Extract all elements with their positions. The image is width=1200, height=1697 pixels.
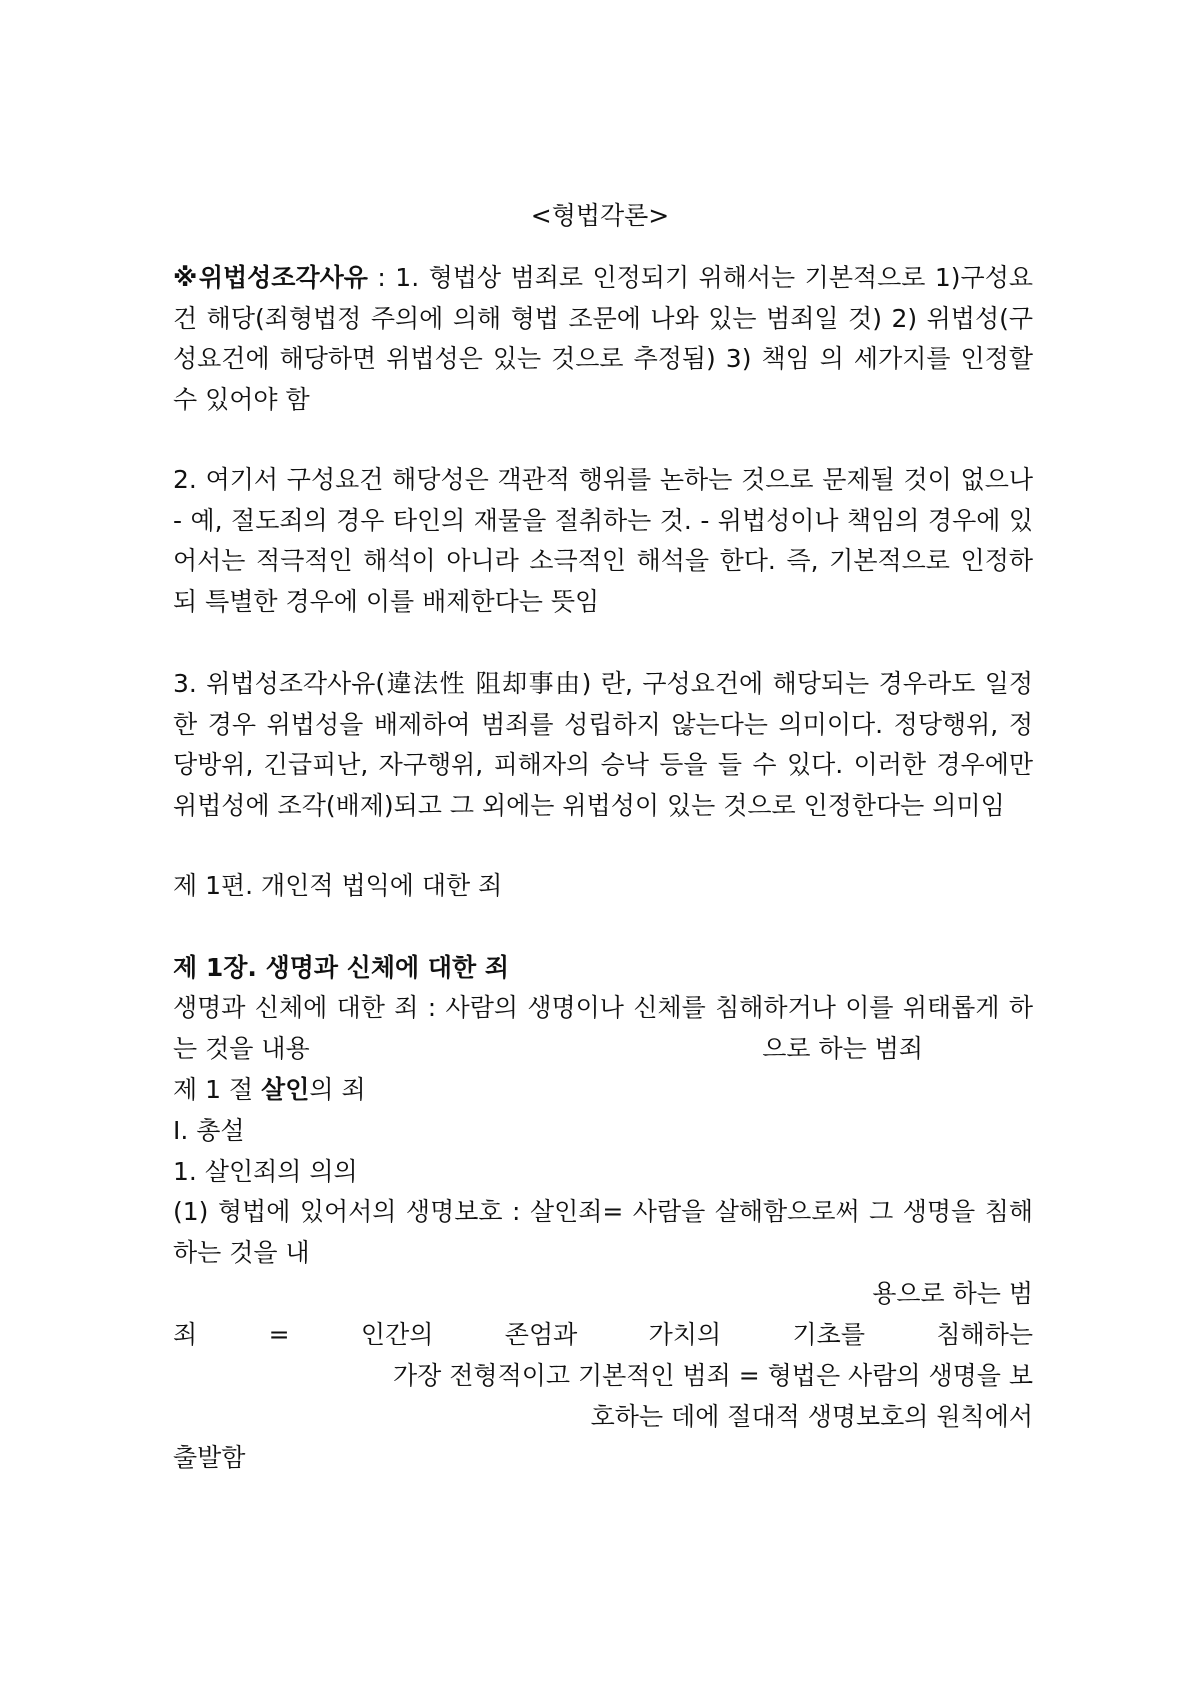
item-text-tail: 용으로 하는 범 [872,1279,1033,1308]
item-text-line-5-wrap [173,1397,1033,1438]
item-text-line-3-wrap [173,1315,1033,1356]
item-text-line-6: 출발함 [173,1443,246,1472]
chapter-definition-text: 생명과 신체에 대한 죄 : 사람의 생명이나 신체를 침해하거나 이를 위태롭게 하는 것을 내용 [173,993,1033,1063]
subsection-item-heading: 1. 살인죄의 의의 [173,1157,358,1186]
item-text-line-4: 가장 전형적이고 기본적인 범죄 = 형법은 사람의 생명을 보 [393,1361,1033,1390]
section-suffix: 의 죄 [309,1075,366,1104]
item-text-line-3: 죄 = 인간의 존엄과 가치의 기초를 침해하는 [173,1320,1033,1349]
chapter-definition-tail-wrap [173,1029,1033,1070]
paragraph-heading: ※위법성조각사유 [173,263,368,292]
chapter-definition-tail: 으로 하는 범죄 [762,1034,923,1063]
paragraph-constituent-elements: 2. 여기서 구성요건 해당성은 객관적 행위를 논하는 것으로 문제될 것이 없으나 - 예, 절도죄의 경우 타인의 재물을 절취하는 것. - 위법성이나 책임의 경우에 있어서는 적극적인 해석이 아니라 소극적인 해석을 한다. 즉, 기본적으로 인정하되 특별한 경우에 이를 배제한다는 뜻임 [173,465,1033,616]
document-title: <형법각론> [530,201,670,230]
paragraph-justification-grounds [173,258,1033,420]
paragraph-justification-definition: 3. 위법성조각사유(違法性 阻却事由) 란, 구성요건에 해당되는 경우라도 일정한 경우 위법성을 배제하여 범죄를 성립하지 않는다는 의미이다. 정당행위, 정당방위, 긴급피난, 자구행위, 피해자의 승낙 등을 들 수 있다. 이러한 경우에만 위법성에 조각(배제)되고 그 외에는 위법성이 있는 것으로 인정한다는 의미임 [173,669,1033,820]
paragraph-text: : 1. 형법상 범죄로 인정되기 위해서는 기본적으로 1)구성요건 해당(죄형법정 주의에 의해 형법 조문에 나와 있는 범죄일 것) 2) 위법성(구성요건에 해당하면 위법성은 있는 것으로 추정됨) 3) 책임 의 세가지를 인정할 수 있어야 함 [173,263,1034,414]
chapter-heading: 제 1장. 생명과 신체에 대한 죄 [173,953,510,982]
part-heading: 제 1편. 개인적 법익에 대한 죄 [173,871,503,900]
item-text-line: (1) 형법에 있어서의 생명보호 : 살인죄= 사람을 살해함으로써 그 생명을 침해하는 것을 내 [173,1197,1033,1267]
item-text-line-5: 호하는 데에 절대적 생명보호의 원칙에서 [590,1402,1033,1431]
item-life-protection [173,1192,1033,1273]
item-text-tail-wrap [173,1274,1033,1315]
section-heading [173,1070,1033,1111]
section-prefix: 제 1 절 [173,1075,262,1104]
section-keyword: 살인 [261,1075,310,1104]
subsection-heading: Ⅰ. 총설 [173,1116,245,1145]
item-text-line-4-wrap [173,1356,1033,1397]
